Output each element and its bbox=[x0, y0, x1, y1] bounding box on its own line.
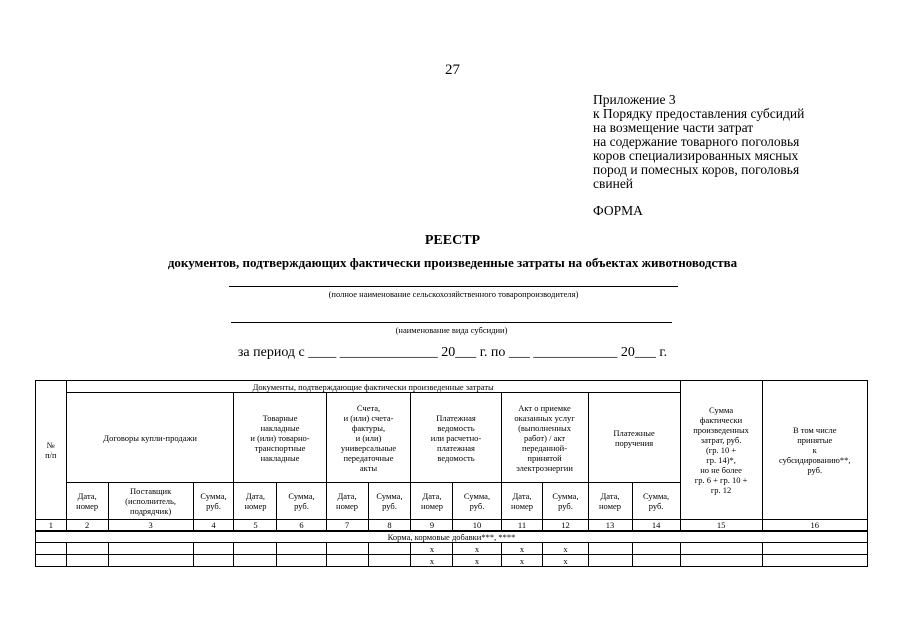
appendix-line: на содержание товарного поголовья bbox=[593, 134, 800, 149]
registry-subtitle: документов, подтверждающих фактически произведенные затраты на объектах животноводства bbox=[167, 255, 738, 270]
subheader-sum: Сумма, руб. bbox=[368, 483, 411, 520]
header-acceptance-act: Акт о приемке оказанных услуг (выполненных работ) / акт переданной- принятой электроэнергии bbox=[501, 393, 588, 483]
producer-name-line bbox=[229, 286, 678, 287]
appendix-line: Приложение 3 bbox=[593, 92, 676, 107]
column-number: 2 bbox=[66, 520, 108, 532]
header-waybills: Товарные накладные и (или) товарно- транспортные накладные bbox=[234, 393, 326, 483]
cell-mark: х bbox=[501, 555, 543, 567]
registry-title: РЕЕСТР bbox=[424, 233, 481, 248]
subheader-date-number: Дата, номер bbox=[66, 483, 108, 520]
column-number: 14 bbox=[632, 520, 680, 532]
column-number: 11 bbox=[501, 520, 543, 532]
header-payment-orders: Платежные поручения bbox=[588, 393, 680, 483]
column-number: 13 bbox=[588, 520, 632, 532]
subheader-date-number: Дата, номер bbox=[501, 483, 543, 520]
subheader-sum: Сумма, руб. bbox=[543, 483, 588, 520]
cell-mark: х bbox=[453, 543, 501, 555]
column-number: 4 bbox=[193, 520, 234, 532]
column-number: 5 bbox=[234, 520, 277, 532]
appendix-line: коров специализированных мясных bbox=[593, 148, 799, 163]
subheader-date-number: Дата, номер bbox=[234, 483, 277, 520]
column-number: 3 bbox=[108, 520, 193, 532]
cell-mark: х bbox=[543, 543, 588, 555]
section-label: Корма, кормовые добавки***, **** bbox=[36, 531, 868, 543]
cell-mark: х bbox=[411, 555, 453, 567]
subheader-supplier: Поставщик (исполнитель, подрядчик) bbox=[108, 483, 193, 520]
header-documents-group: Документы, подтверждающие фактически произведенные затраты bbox=[66, 381, 680, 393]
cell-mark: х bbox=[411, 543, 453, 555]
header-sum-costs: Сумма фактически произведенных затрат, руб. (гр. 10 + гр. 14)*, но не более гр. 6 + гр. 10 + гр. 12 bbox=[680, 381, 762, 520]
subsidy-type-line bbox=[231, 322, 672, 323]
appendix-line: на возмещение части затрат bbox=[593, 120, 754, 135]
subsidy-type-hint: (наименование вида субсидии) bbox=[395, 325, 508, 335]
subheader-sum: Сумма, руб. bbox=[193, 483, 234, 520]
subheader-date-number: Дата, номер bbox=[588, 483, 632, 520]
table-row bbox=[36, 543, 868, 555]
column-number: 1 bbox=[36, 520, 67, 532]
subheader-sum: Сумма, руб. bbox=[277, 483, 326, 520]
header-row-number: № п/п bbox=[36, 381, 67, 520]
header-contracts: Договоры купли-продажи bbox=[66, 393, 234, 483]
subheader-sum: Сумма, руб. bbox=[632, 483, 680, 520]
cell-mark: х bbox=[543, 555, 588, 567]
form-label: ФОРМА bbox=[593, 203, 643, 218]
page-number: 27 bbox=[445, 62, 460, 78]
header-invoices: Счета, и (или) счета- фактуры, и (или) универсальные передаточные акты bbox=[326, 393, 411, 483]
header-accepted: В том числе принятые к субсидированию**, руб. bbox=[762, 381, 868, 520]
appendix-header bbox=[593, 93, 893, 191]
column-number: 15 bbox=[680, 520, 762, 532]
subheader-date-number: Дата, номер bbox=[411, 483, 453, 520]
subheader-date-number: Дата, номер bbox=[326, 483, 368, 520]
cell-mark: х bbox=[501, 543, 543, 555]
column-number: 8 bbox=[368, 520, 411, 532]
registry-table bbox=[35, 380, 868, 567]
header-payroll: Платежная ведомость или расчетно- платежная ведомость bbox=[411, 393, 501, 483]
column-number: 9 bbox=[411, 520, 453, 532]
appendix-line: свиней bbox=[593, 176, 634, 191]
column-number: 10 bbox=[453, 520, 501, 532]
column-number: 6 bbox=[277, 520, 326, 532]
cell-mark: х bbox=[453, 555, 501, 567]
column-number: 16 bbox=[762, 520, 868, 532]
table-row bbox=[36, 555, 868, 567]
appendix-line: к Порядку предоставления субсидий bbox=[593, 106, 805, 121]
subheader-sum: Сумма, руб. bbox=[453, 483, 501, 520]
period-line: за период с ____ ______________ 20___ г. по ___ ____________ 20___ г. bbox=[237, 345, 668, 360]
producer-name-hint: (полное наименование сельскохозяйственного товаропроизводителя) bbox=[328, 289, 579, 299]
appendix-line: пород и помесных коров, поголовья bbox=[593, 162, 800, 177]
column-number: 7 bbox=[326, 520, 368, 532]
column-number: 12 bbox=[543, 520, 588, 532]
